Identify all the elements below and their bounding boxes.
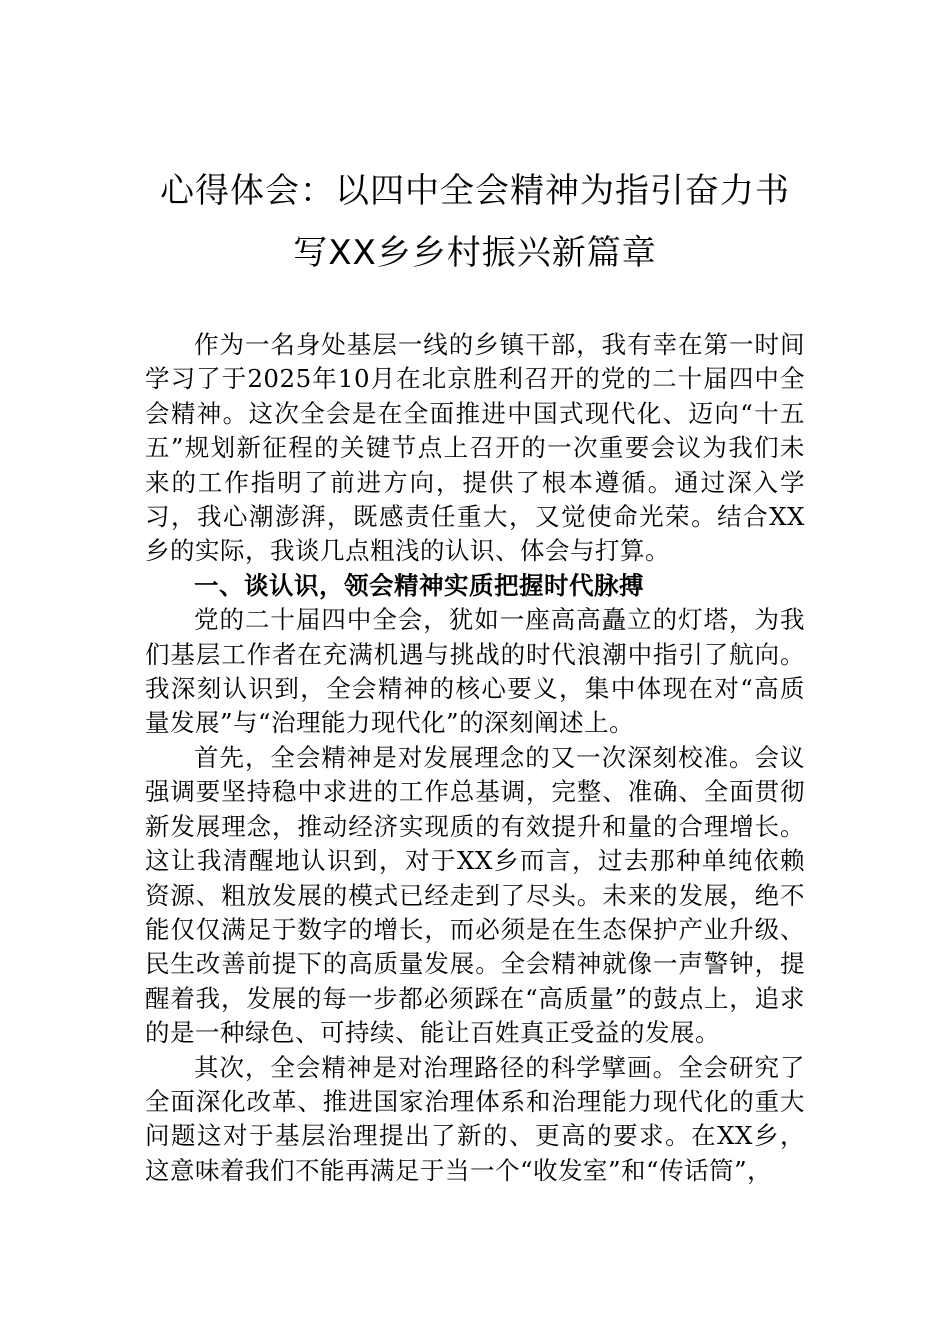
paragraph-2: 党的二十届四中全会，犹如一座高高矗立的灯塔，为我们基层工作者在充满机遇与挑战的时代浪潮中指引了航向。我深刻认识到，全会精神的核心要义，集中体现在对“高质量发展”与“治理能力现代化”的深刻阐述上。 xyxy=(145,605,805,738)
title-line-1: 心得体会：以四中全会精神为指引奋力书 xyxy=(160,171,790,211)
paragraph-3: 首先，全会精神是对发展理念的又一次深刻校准。会议强调要坚持稳中求进的工作总基调，完整、准确、全面贯彻新发展理念，推动经济实现质的有效提升和量的合理增长。这让我清醒地认识到，对于XX乡而言，过去那种单纯依赖资源、粗放发展的模式已经走到了尽头。未来的发展，绝不能仅仅满足于数字的增长，而必须是在生态保护产业升级、民生改善前提下的高质量发展。全会精神就像一声警钟，提醒着我，发展的每一步都必须踩在“高质量”的鼓点上，追求的是一种绿色、可持续、能让百姓真正受益的发展。 xyxy=(145,742,805,1048)
paragraph-4: 其次，全会精神是对治理路径的科学擘画。全会研究了全面深化改革、推进国家治理体系和治理能力现代化的重大问题这对于基层治理提出了新的、更高的要求。在XX乡，这意味着我们不能再满足于当一个“收发室”和“传话筒”， xyxy=(145,1052,805,1185)
title-line-2: 写XX乡乡村振兴新篇章 xyxy=(293,233,657,273)
document-title xyxy=(120,160,830,284)
section-heading-1: 一、谈认识，领会精神实质把握时代脉搏 xyxy=(194,570,644,600)
document-body xyxy=(145,328,805,1188)
paragraph-intro: 作为一名身处基层一线的乡镇干部，我有幸在第一时间学习了于2025年10月在北京胜利召开的党的二十届四中全会精神。这次全会是在全面推进中国式现代化、迈向“十五五”规划新征程的关键节点上召开的一次重要会议为我们未来的工作指明了前进方向，提供了根本遵循。通过深入学习，我心潮澎湃，既感责任重大，又觉使命光荣。结合XX乡的实际，我谈几点粗浅的认识、体会与打算。 xyxy=(145,330,805,566)
